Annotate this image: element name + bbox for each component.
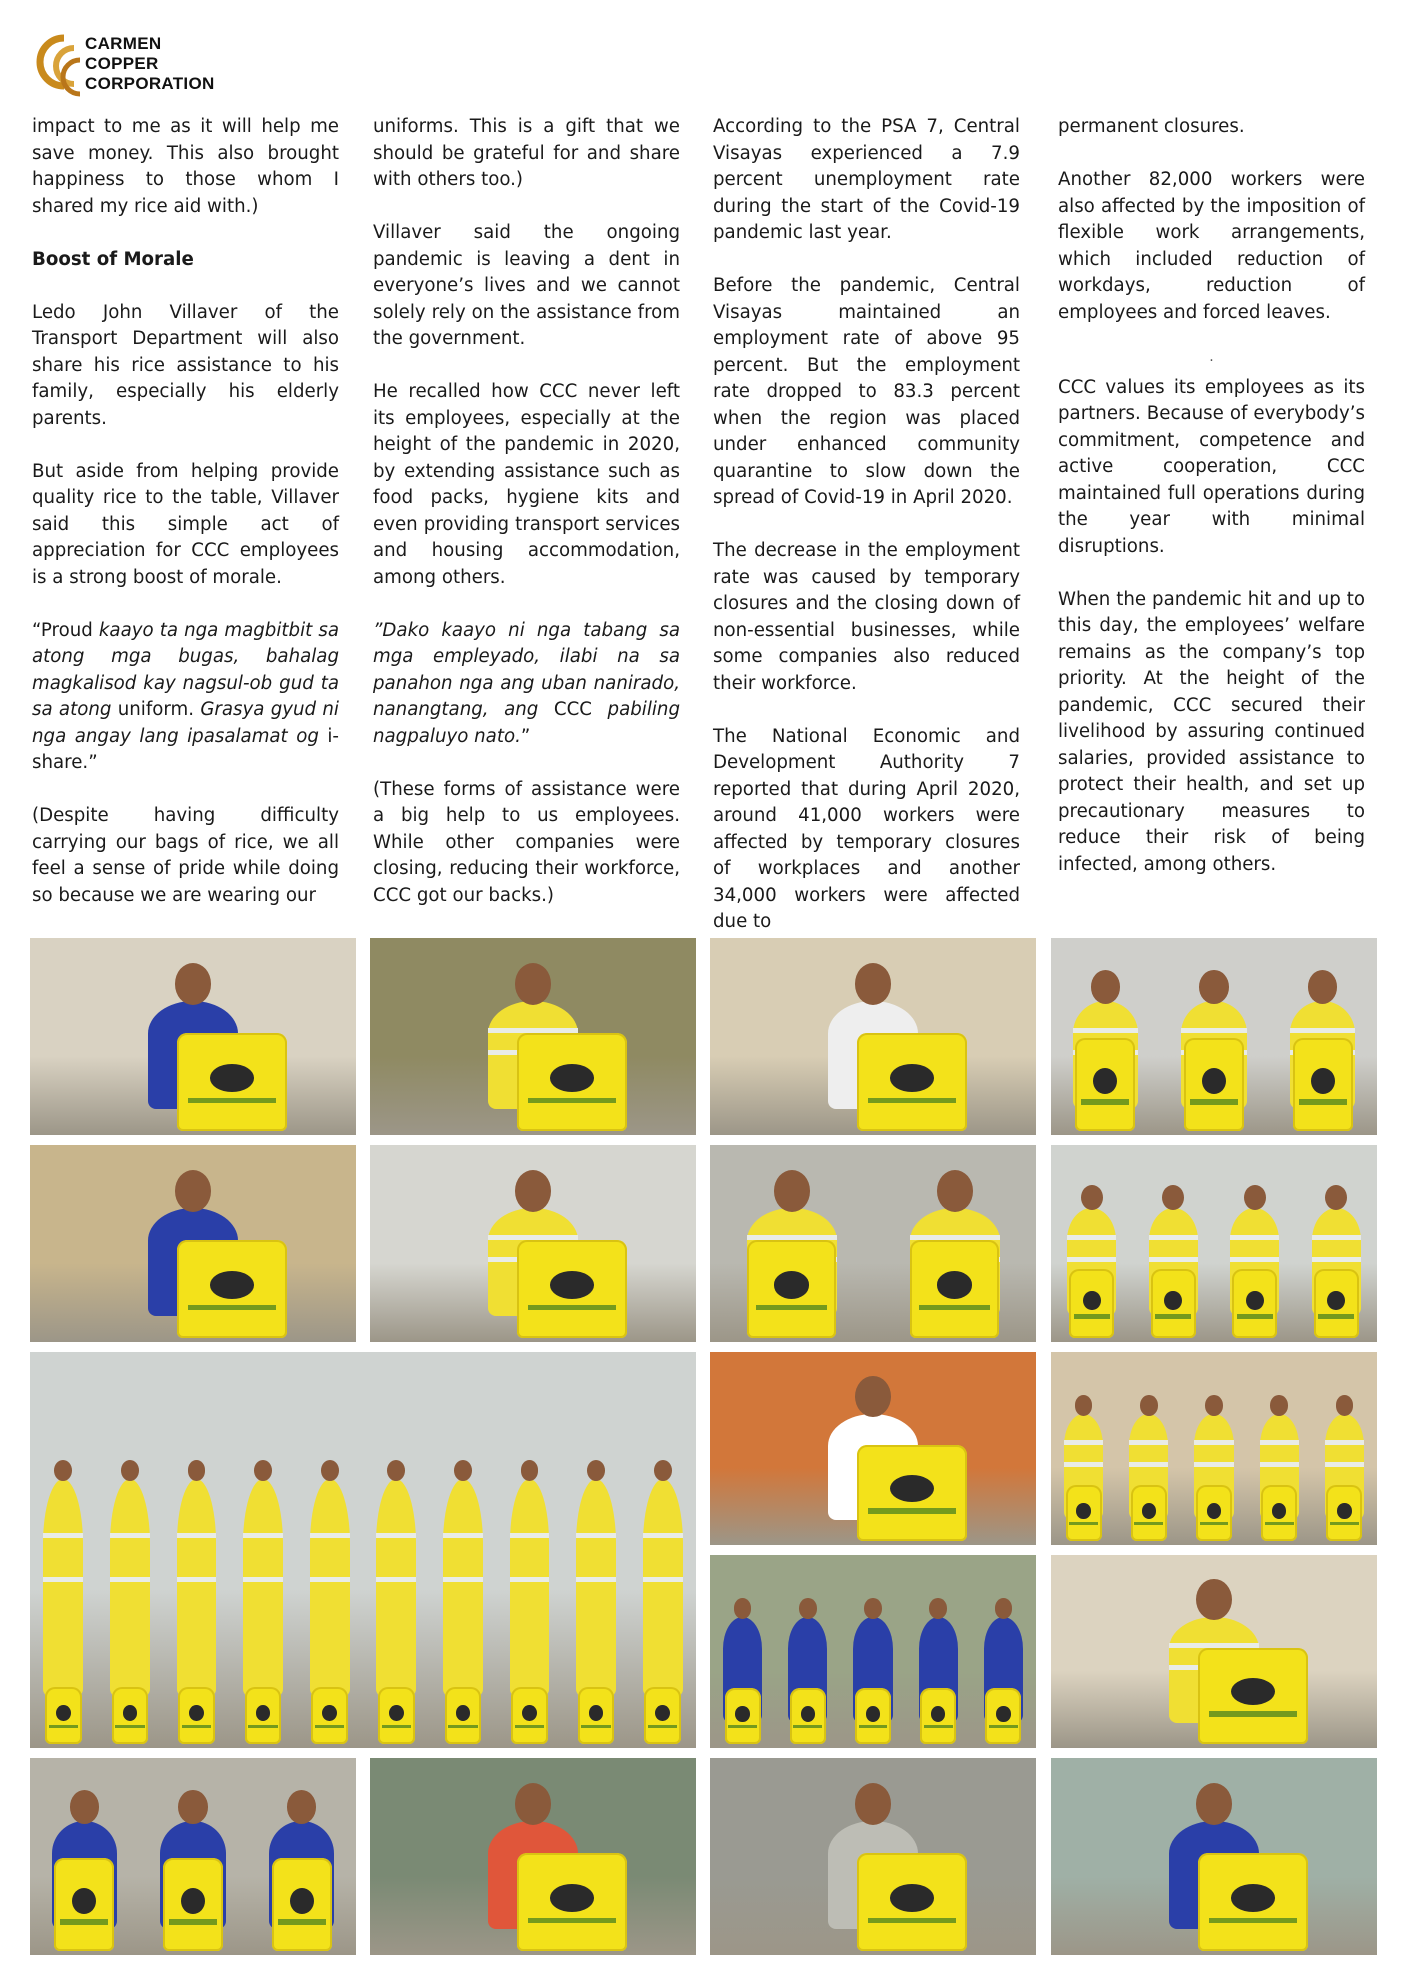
reflective-stripe <box>643 1577 683 1582</box>
rice-sack <box>163 1858 223 1951</box>
photo-woman-near-stairs <box>1051 1555 1377 1748</box>
rice-sack <box>517 1033 627 1132</box>
photo-two-employees-thumbs-up <box>710 1145 1036 1342</box>
rooster-icon <box>1202 1068 1226 1094</box>
rooster-icon <box>72 1888 96 1914</box>
reflective-stripe <box>1230 1257 1279 1262</box>
sack-band <box>989 1725 1018 1728</box>
sack-band <box>248 1725 277 1728</box>
person-head <box>734 1598 752 1618</box>
reflective-stripe <box>1194 1462 1233 1467</box>
reflective-stripe <box>443 1577 483 1582</box>
rice-sack <box>1261 1485 1297 1541</box>
person-head <box>864 1598 882 1618</box>
reflective-stripe <box>1260 1462 1299 1467</box>
rooster-icon <box>1093 1068 1117 1094</box>
rooster-icon <box>735 1706 749 1722</box>
person-head <box>254 1460 272 1481</box>
sack-band <box>528 1918 616 1924</box>
rooster-icon <box>1231 1678 1275 1705</box>
person-figure <box>510 1479 550 1697</box>
quote-text: uniform. <box>111 699 201 720</box>
rice-sack <box>311 1687 348 1744</box>
rice-sack <box>1066 1485 1102 1541</box>
person-head <box>515 963 551 1004</box>
person-head <box>70 1790 99 1824</box>
person-head <box>1336 1395 1354 1415</box>
rice-sack <box>178 1687 215 1744</box>
person-figure <box>110 1479 150 1697</box>
sack-band <box>756 1305 828 1311</box>
photo-group-outside-stacked-sacks <box>1051 1352 1377 1545</box>
rice-sack <box>857 1853 967 1952</box>
person-head <box>799 1598 817 1618</box>
person-head <box>774 1170 810 1211</box>
reflective-stripe <box>310 1577 350 1582</box>
sack-band <box>278 1919 326 1925</box>
photo-man-motorcycle-helmet <box>710 1758 1036 1955</box>
person-head <box>1081 1185 1103 1210</box>
reflective-stripe <box>1290 1028 1355 1033</box>
quote-paragraph <box>32 618 339 777</box>
person-head <box>1075 1395 1093 1415</box>
article-column-1 <box>32 114 339 909</box>
rooster-icon <box>1142 1503 1156 1519</box>
quote-italic-text: pabiling nagpaluyo nato. <box>373 699 680 747</box>
rooster-icon <box>931 1706 945 1722</box>
sack-band <box>1200 1522 1229 1525</box>
reflective-stripe <box>510 1577 550 1582</box>
rooster-icon <box>996 1706 1010 1722</box>
rice-sack <box>1314 1269 1359 1338</box>
person-head <box>995 1598 1013 1618</box>
reflective-stripe <box>1325 1440 1364 1445</box>
body-paragraph: (Despite having difficulty carrying our bags of rice, we all feel a sense of pride while doing so because we are wearing our <box>32 805 339 906</box>
sack-band <box>1330 1522 1359 1525</box>
company-logo <box>28 30 248 100</box>
rooster-icon <box>123 1705 138 1721</box>
rooster-icon <box>774 1271 810 1299</box>
rooster-icon <box>210 1064 254 1092</box>
rice-sack <box>378 1687 415 1744</box>
sack-band <box>1069 1522 1098 1525</box>
rooster-icon <box>1207 1503 1221 1519</box>
sack-band <box>188 1098 276 1104</box>
rice-sack <box>578 1687 615 1744</box>
person-figure <box>443 1479 483 1697</box>
rooster-icon <box>389 1705 404 1721</box>
rooster-icon <box>1076 1503 1090 1519</box>
reflective-stripe <box>1181 1028 1246 1033</box>
quote-paragraph <box>373 618 680 751</box>
rice-sack <box>272 1858 332 1951</box>
reflective-stripe <box>510 1533 550 1538</box>
person-head <box>175 963 211 1004</box>
reflective-stripe <box>576 1577 616 1582</box>
reflective-stripe <box>1325 1462 1364 1467</box>
body-paragraph: permanent closures. <box>1058 116 1245 137</box>
body-paragraph: According to the PSA 7, Central Visayas experienced a 7.9 percent unemployment rate during the start of the Covid-19 pandemic last year. <box>713 116 1020 243</box>
sack-band <box>1190 1099 1238 1105</box>
reflective-stripe <box>1312 1235 1361 1240</box>
person-head <box>855 1783 891 1824</box>
sack-band <box>315 1725 344 1728</box>
reflective-stripe <box>43 1577 83 1582</box>
person-head <box>1244 1185 1266 1210</box>
rice-sack <box>920 1688 956 1744</box>
rice-sack <box>1131 1485 1167 1541</box>
sack-band <box>919 1305 991 1311</box>
body-paragraph: Before the pandemic, Central Visayas maintained an employment rate of above 95 percent. But the employment rate dropped to 83.3 percent when the region was placed under enhanced community quarantine to slow down the spread of Covid-19 in April 2020. <box>713 275 1020 508</box>
rice-sack <box>517 1240 627 1339</box>
reflective-stripe <box>177 1577 217 1582</box>
quote-text: ” <box>520 725 531 747</box>
reflective-stripe <box>1230 1235 1279 1240</box>
article-column-4 <box>1058 114 1365 878</box>
reflective-stripe <box>1129 1440 1168 1445</box>
person-head <box>387 1460 405 1481</box>
sack-band <box>728 1725 757 1728</box>
person-figure <box>643 1479 683 1697</box>
person-head <box>521 1460 539 1481</box>
reflective-stripe <box>310 1533 350 1538</box>
quote-text: “Proud <box>32 619 99 641</box>
reflective-stripe <box>1067 1257 1116 1262</box>
sack-band <box>648 1725 677 1728</box>
person-head <box>287 1790 316 1824</box>
person-head <box>1308 970 1337 1004</box>
sack-band <box>1265 1522 1294 1525</box>
quote-italic-text: Grasya gyud ni nga angay lang ipasalamat og <box>32 699 339 747</box>
rice-sack <box>1198 1648 1308 1745</box>
person-figure <box>376 1479 416 1697</box>
sack-band <box>1237 1314 1273 1318</box>
rooster-icon <box>456 1705 471 1721</box>
sack-band <box>868 1918 956 1924</box>
rice-sack <box>445 1687 482 1744</box>
separator-dot: . <box>1209 348 1214 365</box>
rice-sack <box>1184 1038 1244 1131</box>
rooster-icon <box>655 1705 670 1721</box>
body-paragraph: impact to me as it will help me save money. This also brought happiness to those whom I shared my rice aid with.) <box>32 116 339 217</box>
photo-men-lifting-rice-sacks <box>30 1758 356 1955</box>
rice-sack <box>725 1688 761 1744</box>
rooster-icon <box>937 1271 973 1299</box>
sack-band <box>1081 1099 1129 1105</box>
rooster-icon <box>181 1888 205 1914</box>
sack-band <box>528 1098 616 1104</box>
person-head <box>178 1790 207 1824</box>
rice-sack <box>910 1240 1000 1339</box>
person-figure <box>576 1479 616 1697</box>
sack-band <box>115 1725 144 1728</box>
reflective-stripe <box>110 1577 150 1582</box>
reflective-stripe <box>243 1577 283 1582</box>
rooster-icon <box>589 1705 604 1721</box>
sack-band <box>868 1508 956 1514</box>
article-column-3 <box>713 114 1020 936</box>
photo-large-group-rice-sacks <box>30 1352 696 1748</box>
reflective-stripe <box>443 1533 483 1538</box>
rice-sack <box>747 1240 837 1339</box>
person-head <box>1199 970 1228 1004</box>
person-head <box>929 1598 947 1618</box>
sack-band <box>1209 1918 1297 1924</box>
reflective-stripe <box>1129 1462 1168 1467</box>
person-head <box>321 1460 339 1481</box>
body-paragraph: He recalled how CCC never left its employees, especially at the height of the pandemic in 2020, by extending assistance such as food packs, hygiene kits and even providing transport services and housing accommodation, among others. <box>373 381 680 588</box>
sack-band <box>868 1098 956 1104</box>
photo-office-staff-group <box>1051 938 1377 1135</box>
reflective-stripe <box>1149 1235 1198 1240</box>
rice-sack <box>1293 1038 1353 1131</box>
body-paragraph: When the pandemic hit and up to this day, the employees’ welfare remains as the company’s top priority. At the height of the pandemic, CCC secured their livelihood by assuring continued salaries, provided assistance to protect their health, and set up precautionary measures to reduce their risk of being infected, among others. <box>1058 588 1365 875</box>
rooster-icon <box>866 1706 880 1722</box>
sack-band <box>60 1919 108 1925</box>
photo-man-blue-shirt-thumbs-up <box>30 1145 356 1342</box>
rice-sack <box>1151 1269 1196 1338</box>
logo-line: COPPER <box>85 54 159 73</box>
photo-woman-desk-rice-sack <box>370 1145 696 1342</box>
rice-sack <box>1326 1485 1362 1541</box>
rice-sack <box>644 1687 681 1744</box>
logo-line: CARMEN <box>85 34 162 53</box>
sack-band <box>1299 1099 1347 1105</box>
person-head <box>1196 1783 1232 1824</box>
body-paragraph: (These forms of assistance were a big help to us employees. While other companies were closing, reducing their workforce, CCC got our backs.) <box>373 778 680 906</box>
rooster-icon <box>1231 1884 1275 1912</box>
reflective-stripe <box>1073 1028 1138 1033</box>
rooster-icon <box>801 1706 815 1722</box>
sack-band <box>859 1725 888 1728</box>
body-paragraph: uniforms. This is a gift that we should be grateful for and share with others too.) <box>373 116 680 190</box>
person-head <box>515 1170 551 1211</box>
section-heading: Boost of Morale <box>32 248 194 270</box>
sack-band <box>528 1305 616 1311</box>
photo-man-tshirt-memoranda-board <box>710 938 1036 1135</box>
person-figure <box>243 1479 283 1697</box>
rooster-icon <box>210 1271 254 1299</box>
photo-woman-yellow-uniform-outdoor <box>370 938 696 1135</box>
reflective-stripe <box>1149 1257 1198 1262</box>
sack-band <box>49 1725 78 1728</box>
body-paragraph: CCC values its employees as its partners. Because of everybody’s commitment, competence and active cooperation, CCC maintained full operations during the year with minimal disruptions. <box>1058 376 1365 557</box>
person-head <box>1270 1395 1288 1415</box>
rice-sack <box>1075 1038 1135 1131</box>
rice-sack <box>54 1858 114 1951</box>
rice-sack <box>857 1445 967 1542</box>
rooster-icon <box>890 1475 934 1502</box>
person-head <box>1140 1395 1158 1415</box>
logo-line: CORPORATION <box>85 74 215 93</box>
reflective-stripe <box>177 1533 217 1538</box>
sack-band <box>182 1725 211 1728</box>
photo-workers-outdoor-hard-hats <box>710 1555 1036 1748</box>
reflective-stripe <box>1064 1462 1103 1467</box>
rice-sack <box>857 1033 967 1132</box>
rice-sack <box>1232 1269 1277 1338</box>
rice-sack <box>1069 1269 1114 1338</box>
rooster-icon <box>1246 1291 1264 1310</box>
rice-sack <box>45 1687 82 1744</box>
rooster-icon <box>1327 1291 1345 1310</box>
person-figure <box>310 1479 350 1697</box>
sack-band <box>1209 1711 1297 1717</box>
sack-band <box>188 1305 276 1311</box>
sack-band <box>581 1725 610 1728</box>
sack-band <box>1155 1314 1191 1318</box>
person-head <box>654 1460 672 1481</box>
body-paragraph: The decrease in the employment rate was caused by temporary closures and the closing down of non-essential businesses, while some companies also reduced their workforce. <box>713 540 1020 694</box>
rooster-icon <box>256 1705 271 1721</box>
person-head <box>188 1460 206 1481</box>
person-head <box>515 1783 551 1824</box>
person-head <box>1196 1579 1232 1620</box>
person-head <box>121 1460 139 1481</box>
person-head <box>54 1460 72 1481</box>
rice-sack <box>245 1687 282 1744</box>
rice-sack <box>511 1687 548 1744</box>
rooster-icon <box>1083 1291 1101 1310</box>
reflective-stripe <box>376 1533 416 1538</box>
reflective-stripe <box>576 1533 616 1538</box>
rooster-icon <box>890 1884 934 1912</box>
person-head <box>1205 1395 1223 1415</box>
person-head <box>587 1460 605 1481</box>
sack-band <box>1134 1522 1163 1525</box>
sack-band <box>169 1919 217 1925</box>
rice-sack <box>177 1240 287 1339</box>
rooster-icon <box>550 1271 594 1299</box>
sack-band <box>924 1725 953 1728</box>
body-paragraph: Villaver said the ongoing pandemic is leaving a dent in everyone’s lives and we cannot solely rely on the assistance from the government. <box>373 222 680 349</box>
quote-italic-text: ”Dako kaayo ni nga tabang sa mga empleyado, ilabi na sa panahon nga ang uban nanirado, nanangtang, ang <box>373 619 680 720</box>
sack-band <box>382 1725 411 1728</box>
reflective-stripe <box>110 1533 150 1538</box>
reflective-stripe <box>1064 1440 1103 1445</box>
sack-band <box>515 1725 544 1728</box>
article-column-2 <box>373 114 680 909</box>
reflective-stripe <box>43 1533 83 1538</box>
rooster-icon <box>322 1705 337 1721</box>
rice-sack <box>790 1688 826 1744</box>
rooster-icon <box>550 1064 594 1092</box>
rooster-icon <box>1164 1291 1182 1310</box>
reflective-stripe <box>1067 1235 1116 1240</box>
rooster-icon <box>550 1884 594 1912</box>
person-head <box>175 1170 211 1211</box>
rooster-icon <box>290 1888 314 1914</box>
person-head <box>855 963 891 1004</box>
rice-sack <box>112 1687 149 1744</box>
sack-band <box>448 1725 477 1728</box>
body-paragraph: Ledo John Villaver of the Transport Department will also share his rice assistance to his family, especially his elderly parents. <box>32 301 339 429</box>
photo-gate-carmen-copper-sign <box>710 1352 1036 1545</box>
person-head <box>454 1460 472 1481</box>
person-head <box>855 1376 891 1417</box>
reflective-stripe <box>643 1533 683 1538</box>
reflective-stripe <box>1312 1257 1361 1262</box>
rooster-icon <box>1311 1068 1335 1094</box>
body-paragraph: The National Economic and Development Authority 7 reported that during April 2020, around 41,000 workers were affected by temporary closures of workplaces and another 34,000 workers were affected due to <box>713 725 1020 932</box>
photo-employee-blue-shirt-rice-sack <box>30 938 356 1135</box>
quote-italic-text: kaayo ta nga magbitbit sa atong mga bugas, bahalag magkalisod kay nagsul-ob gud ta sa atong <box>32 619 339 720</box>
photo-four-women-rice-sacks <box>1051 1145 1377 1342</box>
rice-sack <box>985 1688 1021 1744</box>
person-figure <box>43 1479 83 1697</box>
rooster-icon <box>189 1705 204 1721</box>
body-paragraph: Another 82,000 workers were also affected by the imposition of flexible work arrangements, which included reduction of workdays, reduction of employees and forced leaves. <box>1058 169 1365 323</box>
sack-band <box>1074 1314 1110 1318</box>
person-head <box>937 1170 973 1211</box>
rice-sack <box>517 1853 627 1952</box>
reflective-stripe <box>376 1577 416 1582</box>
quote-text: CCC <box>538 699 608 720</box>
photo-man-chalkboard-rice-sack <box>370 1758 696 1955</box>
sack-band <box>1318 1314 1354 1318</box>
person-figure <box>177 1479 217 1697</box>
rooster-icon <box>56 1705 71 1721</box>
reflective-stripe <box>1194 1440 1233 1445</box>
rice-sack <box>1196 1485 1232 1541</box>
photo-woman-motorcycle-road <box>1051 1758 1377 1955</box>
reflective-stripe <box>1260 1440 1299 1445</box>
rice-sack <box>177 1033 287 1132</box>
person-head <box>1091 970 1120 1004</box>
rice-sack <box>855 1688 891 1744</box>
logo-wordmark <box>85 34 215 94</box>
rooster-icon <box>522 1705 537 1721</box>
rooster-icon <box>1337 1503 1351 1519</box>
rooster-icon <box>1272 1503 1286 1519</box>
body-paragraph: But aside from helping provide quality rice to the table, Villaver said this simple act of appreciation for CCC employees is a strong boost of morale. <box>32 460 339 588</box>
sack-band <box>793 1725 822 1728</box>
reflective-stripe <box>243 1533 283 1538</box>
rice-sack <box>1198 1853 1308 1952</box>
rooster-icon <box>890 1064 934 1092</box>
quote-text: i-share.” <box>32 725 339 773</box>
